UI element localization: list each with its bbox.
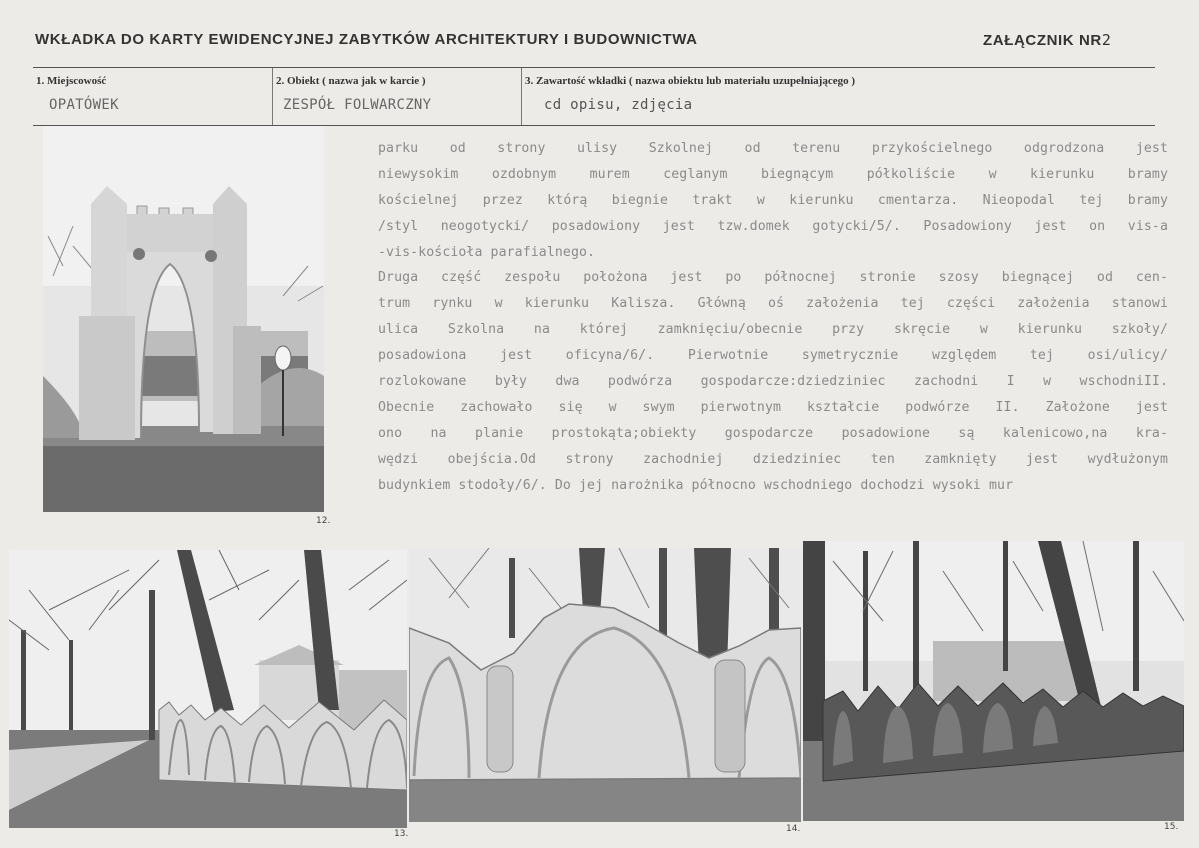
form-field-locality-label: 1. Miejscowość (36, 75, 107, 87)
description-line: kościelnej przez którą biegnie trakt w kierunku cmentarza. Nieopodal tej bramy (378, 192, 1168, 208)
description-line: posadowiona jest oficyna/6/. Pierwotnie symetrycznie względem tej osi/ulicy/ (378, 348, 1168, 364)
description-line: trum rynku w kierunku Kalisza. Główną oś założenia tej części założenia stanowi (378, 296, 1168, 312)
form-field-locality (33, 68, 272, 125)
form-field-object-label: 2. Obiekt ( nazwa jak w karcie ) (276, 75, 426, 87)
form-field-object (272, 68, 521, 125)
attachment-number: 2 (1101, 31, 1112, 49)
form-field-contents-label: 3. Zawartość wkładki ( nazwa obiektu lub materiału uzupełniającego ) (525, 75, 856, 87)
description-line: wędzi obejścia.Od strony zachodniej dziedziniec ten zamknięty jest wydłużonym (378, 451, 1168, 467)
form-fields-row (33, 67, 1155, 126)
description-line: Obecnie zachowało się w swym pierwotnym kształcie podwórze II. Założone jest (378, 399, 1168, 415)
photo-wall-closeup-number: 14. (786, 824, 801, 834)
photo-wall-closeup (409, 548, 801, 822)
attachment-label-text: ZAŁĄCZNIK NR (983, 32, 1102, 49)
form-field-contents-value: cd opisu, zdjęcia (544, 97, 693, 113)
description-line: ono na planie prostokąta;obiekty gospodarcze posadowione są kalenicowo,na kra- (378, 425, 1168, 441)
description-line: budynkiem stodoły/6/. Do jej narożnika północno wschodniego dochodzi wysoki mur (378, 477, 1014, 493)
description-line: /styl neogotycki/ posadowiony jest tzw.domek gotycki/5/. Posadowiony jest on vis-a (378, 218, 1168, 234)
attachment-label (983, 31, 1112, 49)
description-line: rozlokowane były dwa podwórza gospodarcze:dziedziniec zachodni I w wschodniII. (378, 374, 1168, 390)
form-field-locality-value: OPATÓWEK (49, 97, 119, 113)
description-line: -vis-kościoła parafialnego. (378, 244, 596, 260)
photo-wall-road (9, 550, 407, 828)
photo-brick-wall (803, 541, 1184, 821)
description-line: niewysokim ozdobnym murem ceglanym biegnącym półkoliście w kierunku bramy (378, 166, 1168, 182)
photo-gate-image (43, 126, 324, 512)
description-text (378, 136, 1168, 498)
photo-brick-wall-number: 15. (1164, 822, 1179, 832)
description-line: parku od strony ulisy Szkolnej od terenu przykościelnego odgrodzona jest (378, 141, 1168, 156)
photo-wall-road-number: 13. (394, 829, 409, 839)
photo-wall-closeup-image (409, 548, 801, 822)
photo-brick-wall-image (803, 541, 1184, 821)
description-line: Druga część zespołu położona jest po północnej stronie szosy biegnącej od cen- (378, 270, 1168, 286)
description-line: ulica Szkolna na której zamknięciu/obecnie przy skręcie w kierunku szkoły/ (378, 322, 1168, 338)
form-field-object-value: ZESPÓŁ FOLWARCZNY (283, 97, 432, 113)
photo-gate (43, 126, 324, 512)
photo-gate-number: 12. (316, 516, 331, 526)
header-title: WKŁADKA DO KARTY EWIDENCYJNEJ ZABYTKÓW ARCHITEKTURY I BUDOWNICTWA (35, 31, 698, 48)
form-field-contents (521, 68, 1155, 125)
photo-wall-road-image (9, 550, 407, 828)
